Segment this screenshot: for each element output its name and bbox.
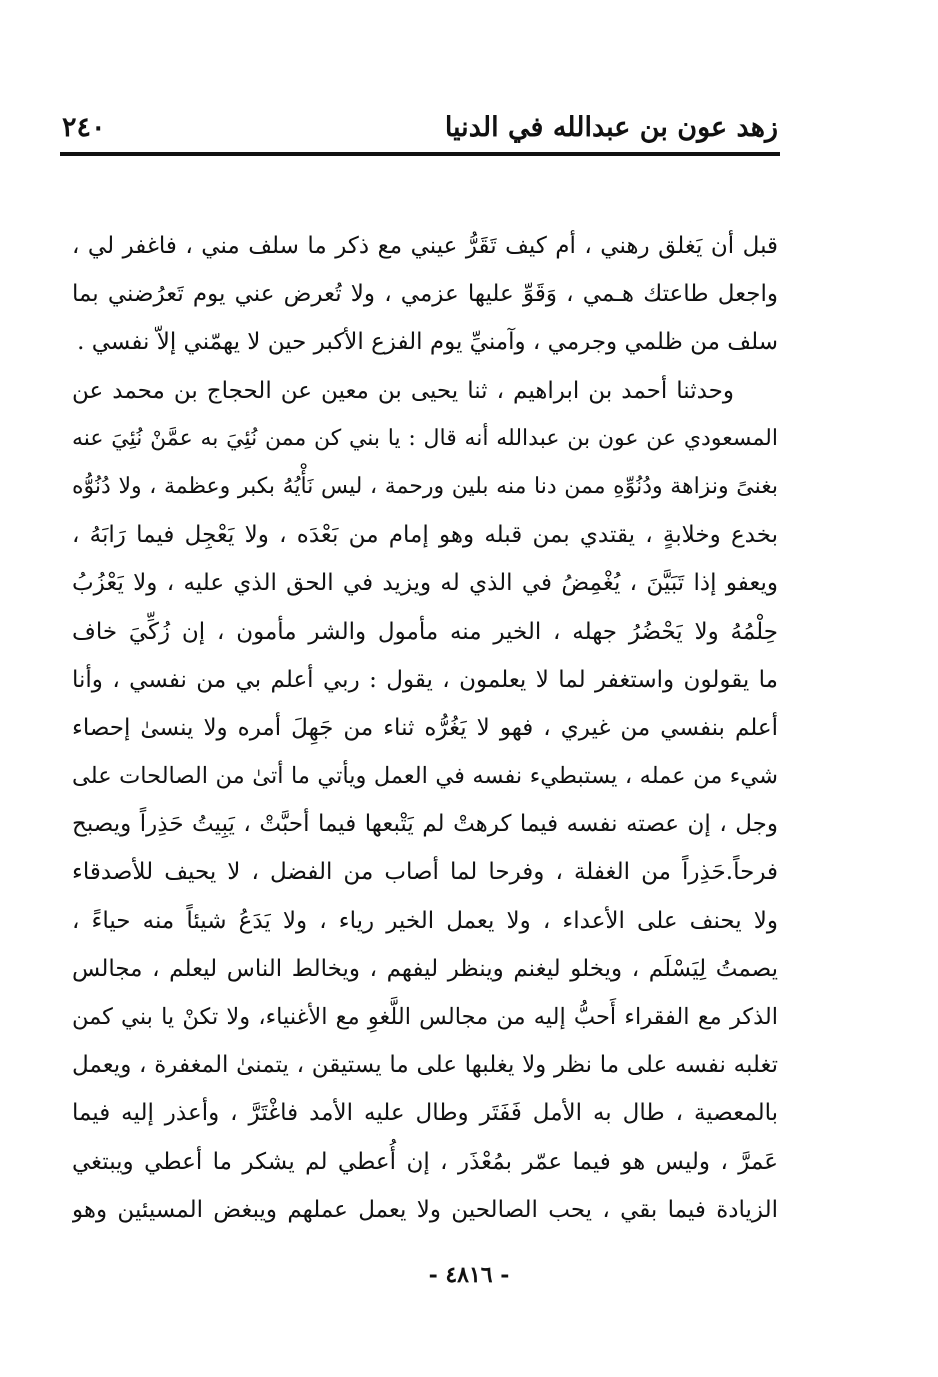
- text-line: بغنىً ونزاهة ودُنُوِّهِ ممن دنا منه بلين ورحمة ، ليس نَأْيُهُ بكبر وعظمة ، ولا دُنُوُّه: [72, 473, 778, 499]
- text-line: وجل ، إن عصته نفسه فيما كرهتْ لم يَتْبعها فيما أحبَّتْ ، يَبِيتُ حَذِراً ويصبح: [72, 811, 778, 838]
- text-line: حِلْمُهُ ولا يَحْضُرُ جهله ، الخير منه مأمول والشر مأمون ، إن زُكِّيَ خاف: [72, 618, 778, 645]
- text-line: وحدثنا أحمد بن ابراهيم ، ثنا يحيى بن معين عن الحجاج بن محمد عن: [72, 377, 734, 404]
- text-line: ولا يحنف على الأعداء ، ولا يعمل الخير رياء ، ولا يَدَعُ شيئاً منه حياءً ،: [72, 907, 778, 934]
- text-line: ما يقولون واستغفر لما لا يعلمون ، يقول : ربي أعلم بي من نفسي ، وأنا: [72, 666, 778, 693]
- header-rule: [60, 152, 780, 156]
- running-header: [62, 108, 778, 152]
- text-line: يصمتُ لِيَسْلَم ، ويخلو ليغنم وينظر ليفهم ، ويخالط الناس ليعلم ، مجالس: [72, 955, 778, 982]
- text-line: سلف من ظلمي وجرمي ، وآمنيِّ يوم الفزع الأكبر حين لا يهمّني إلاّ نفسي .: [77, 329, 778, 356]
- text-line: قبل أن يَغلق رهني ، أم كيف تَقَرُّ عيني مع ذكر ما سلف مني ، فاغفر لي ،: [72, 233, 778, 259]
- text-line: شيء من عمله ، يستبطيء نفسه في العمل ويأتي ما أتىٰ من الصالحات على: [72, 763, 778, 790]
- text-line: بخدع وخلابةٍ ، يقتدي بمن قبله وهو إمام من بَعْدَه ، ولا يَعْجِل فيما رَابَهُ ،: [72, 522, 778, 549]
- text-line: ويعفو إذا تَبَيَّنَ ، يُغْمِضُ في الذي له ويزيد في الحق الذي عليه ، ولا يَعْزُبُ: [72, 570, 778, 597]
- text-line: عَمرَّ ، وليس هو فيما عمّر بمُعْذَر ، إن أُعطي لم يشكر ما أعطي ويبتغي: [72, 1148, 778, 1175]
- text-line: أعلم بنفسي من غيري ، فهو لا يَغُرُّه ثناء من جَهِلَ أمره ولا ينسىٰ إحصاء: [72, 714, 778, 741]
- text-line: تغلبه نفسه على ما نظر ولا يغلبها على ما يستيقن ، يتمنىٰ المغفرة ، ويعمل: [72, 1052, 778, 1079]
- body-text: [72, 222, 778, 1234]
- text-line: الزيادة فيما بقي ، يحب الصالحين ولا يعمل عملهم ويبغض المسيئين وهو: [72, 1196, 778, 1223]
- text-line: المسعودي عن عون بن عبدالله أنه قال : يا بني كن ممن نُئِيَ به عمَّنْ نُئِيَ عنه: [72, 425, 778, 451]
- header-title: زهد عون بن عبدالله في الدنيا: [444, 112, 778, 143]
- text-line: واجعل طاعتك هـمي ، وَقَوِّ عليها عزمي ، ولا تُعرض عني يوم تَعرُضني بما: [72, 281, 778, 308]
- header-page-number: ٢٤٠: [62, 112, 106, 143]
- text-line: بالمعصية ، طال به الأمل فَفَتَر وطال عليه الأمد فاغْتَرَّ ، وأعذر إليه فيما: [72, 1100, 778, 1127]
- text-line: الذكر مع الفقراء أَحبُّ إليه من مجالس اللَّغوِ مع الأغنياء، ولا تكنْ يا بني كمن: [72, 1004, 778, 1030]
- page-marker-footer: - ٤٨١٦ -: [428, 1262, 510, 1288]
- text-line: فرحاً.حَذِراً من الغفلة ، وفرحا لما أصاب من الفضل ، لا يحيف للأصدقاء: [72, 859, 778, 886]
